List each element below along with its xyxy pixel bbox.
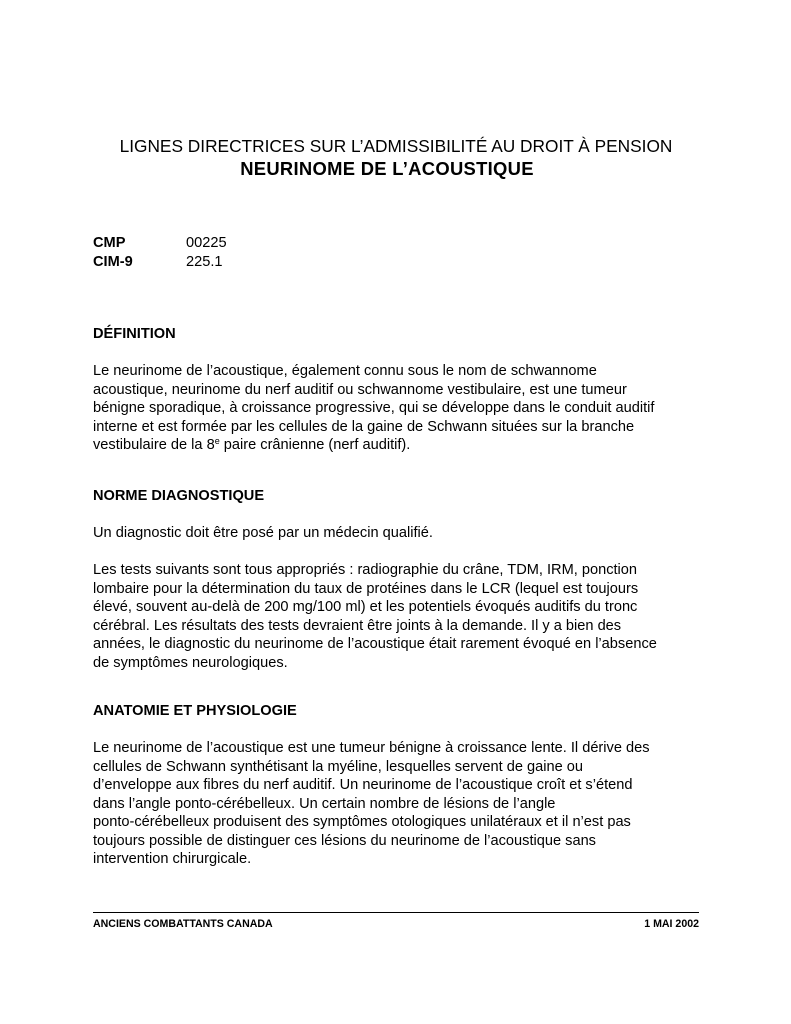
section-norme-diagnostique [93,487,703,672]
text-fragment: vestibulaire de la 8 [93,437,215,453]
anatomie-paragraph [93,739,703,869]
code-label: CMP [93,235,126,251]
document-page [93,0,699,1024]
text-line: bénigne sporadique, à croissance progressive, qui se développe dans le conduit auditif [93,400,655,416]
code-value: 225.1 [186,253,223,270]
code-row-cim9 [93,253,227,272]
title-block [93,135,699,181]
classification-codes [93,234,227,271]
footer-organization: ANCIENS COMBATTANTS CANADA [93,918,273,930]
text-line: interne et est formée par les cellules de la gaine de Schwann situées sur la branche [93,418,635,435]
text-line: dans l’angle ponto-cérébelleux. Un certain nombre de lésions de l’angle [93,795,556,812]
text-fragment: paire crânienne (nerf auditif). [219,437,411,453]
section-definition [93,325,703,455]
code-row-cmp [93,234,227,253]
text-line: acoustique, neurinome du nerf auditif ou schwannome vestibulaire, est une tumeur [93,381,627,398]
page-footer [93,917,699,931]
text-line: Les tests suivants sont tous appropriés : radiographie du crâne, TDM, IRM, ponction [93,562,638,578]
code-value: 00225 [186,235,227,251]
text-line: Un diagnostic doit être posé par un médecin qualifié. [93,525,433,541]
text-line: cellules de Schwann synthétisant la myéline, lesquelles servent de gaine ou [93,758,583,775]
section-anatomie-physiologie [93,702,703,869]
text-line: ponto-cérébelleux produisent des symptômes otologiques unilatéraux et il n’est pas [93,814,631,830]
section-heading: NORME DIAGNOSTIQUE [93,488,265,504]
section-heading: DÉFINITION [93,326,176,342]
text-line: lombaire pour la détermination du taux de protéines dans le LCR (lequel est toujours [93,580,639,597]
text-line: élevé, souvent au-delà de 200 mg/100 ml) et les potentiels évoqués auditifs du tronc [93,599,638,615]
text-line: Le neurinome de l’acoustique, également connu sous le nom de schwannome [93,363,597,379]
document-title: NEURINOME DE L’ACOUSTIQUE [240,158,534,179]
footer-divider [93,912,699,913]
text-line: toujours possible de distinguer ces lésions du neurinome de l’acoustique sans [93,832,596,849]
section-heading: ANATOMIE ET PHYSIOLOGIE [93,703,297,719]
text-line: Le neurinome de l’acoustique est une tumeur bénigne à croissance lente. Il dérive des [93,740,650,756]
document-supertitle: LIGNES DIRECTRICES SUR L’ADMISSIBILITÉ AU DROIT À PENSION [119,136,673,156]
norme-paragraph-2 [93,561,703,672]
norme-paragraph-1 [93,524,703,543]
text-line: de symptômes neurologiques. [93,654,288,671]
text-line: cérébral. Les résultats des tests devraient être joints à la demande. Il y a bien des [93,617,622,634]
definition-paragraph [93,362,703,455]
text-line: années, le diagnostic du neurinome de l’acoustique était rarement évoqué en l’absence [93,636,657,652]
text-line: d’enveloppe aux fibres du nerf auditif. Un neurinome de l’acoustique croît et s’étend [93,777,633,793]
text-line: intervention chirurgicale. [93,851,252,867]
code-label: CIM-9 [93,253,133,270]
superscript: e [214,436,220,446]
footer-date: 1 MAI 2002 [644,918,699,930]
text-line [93,436,703,455]
